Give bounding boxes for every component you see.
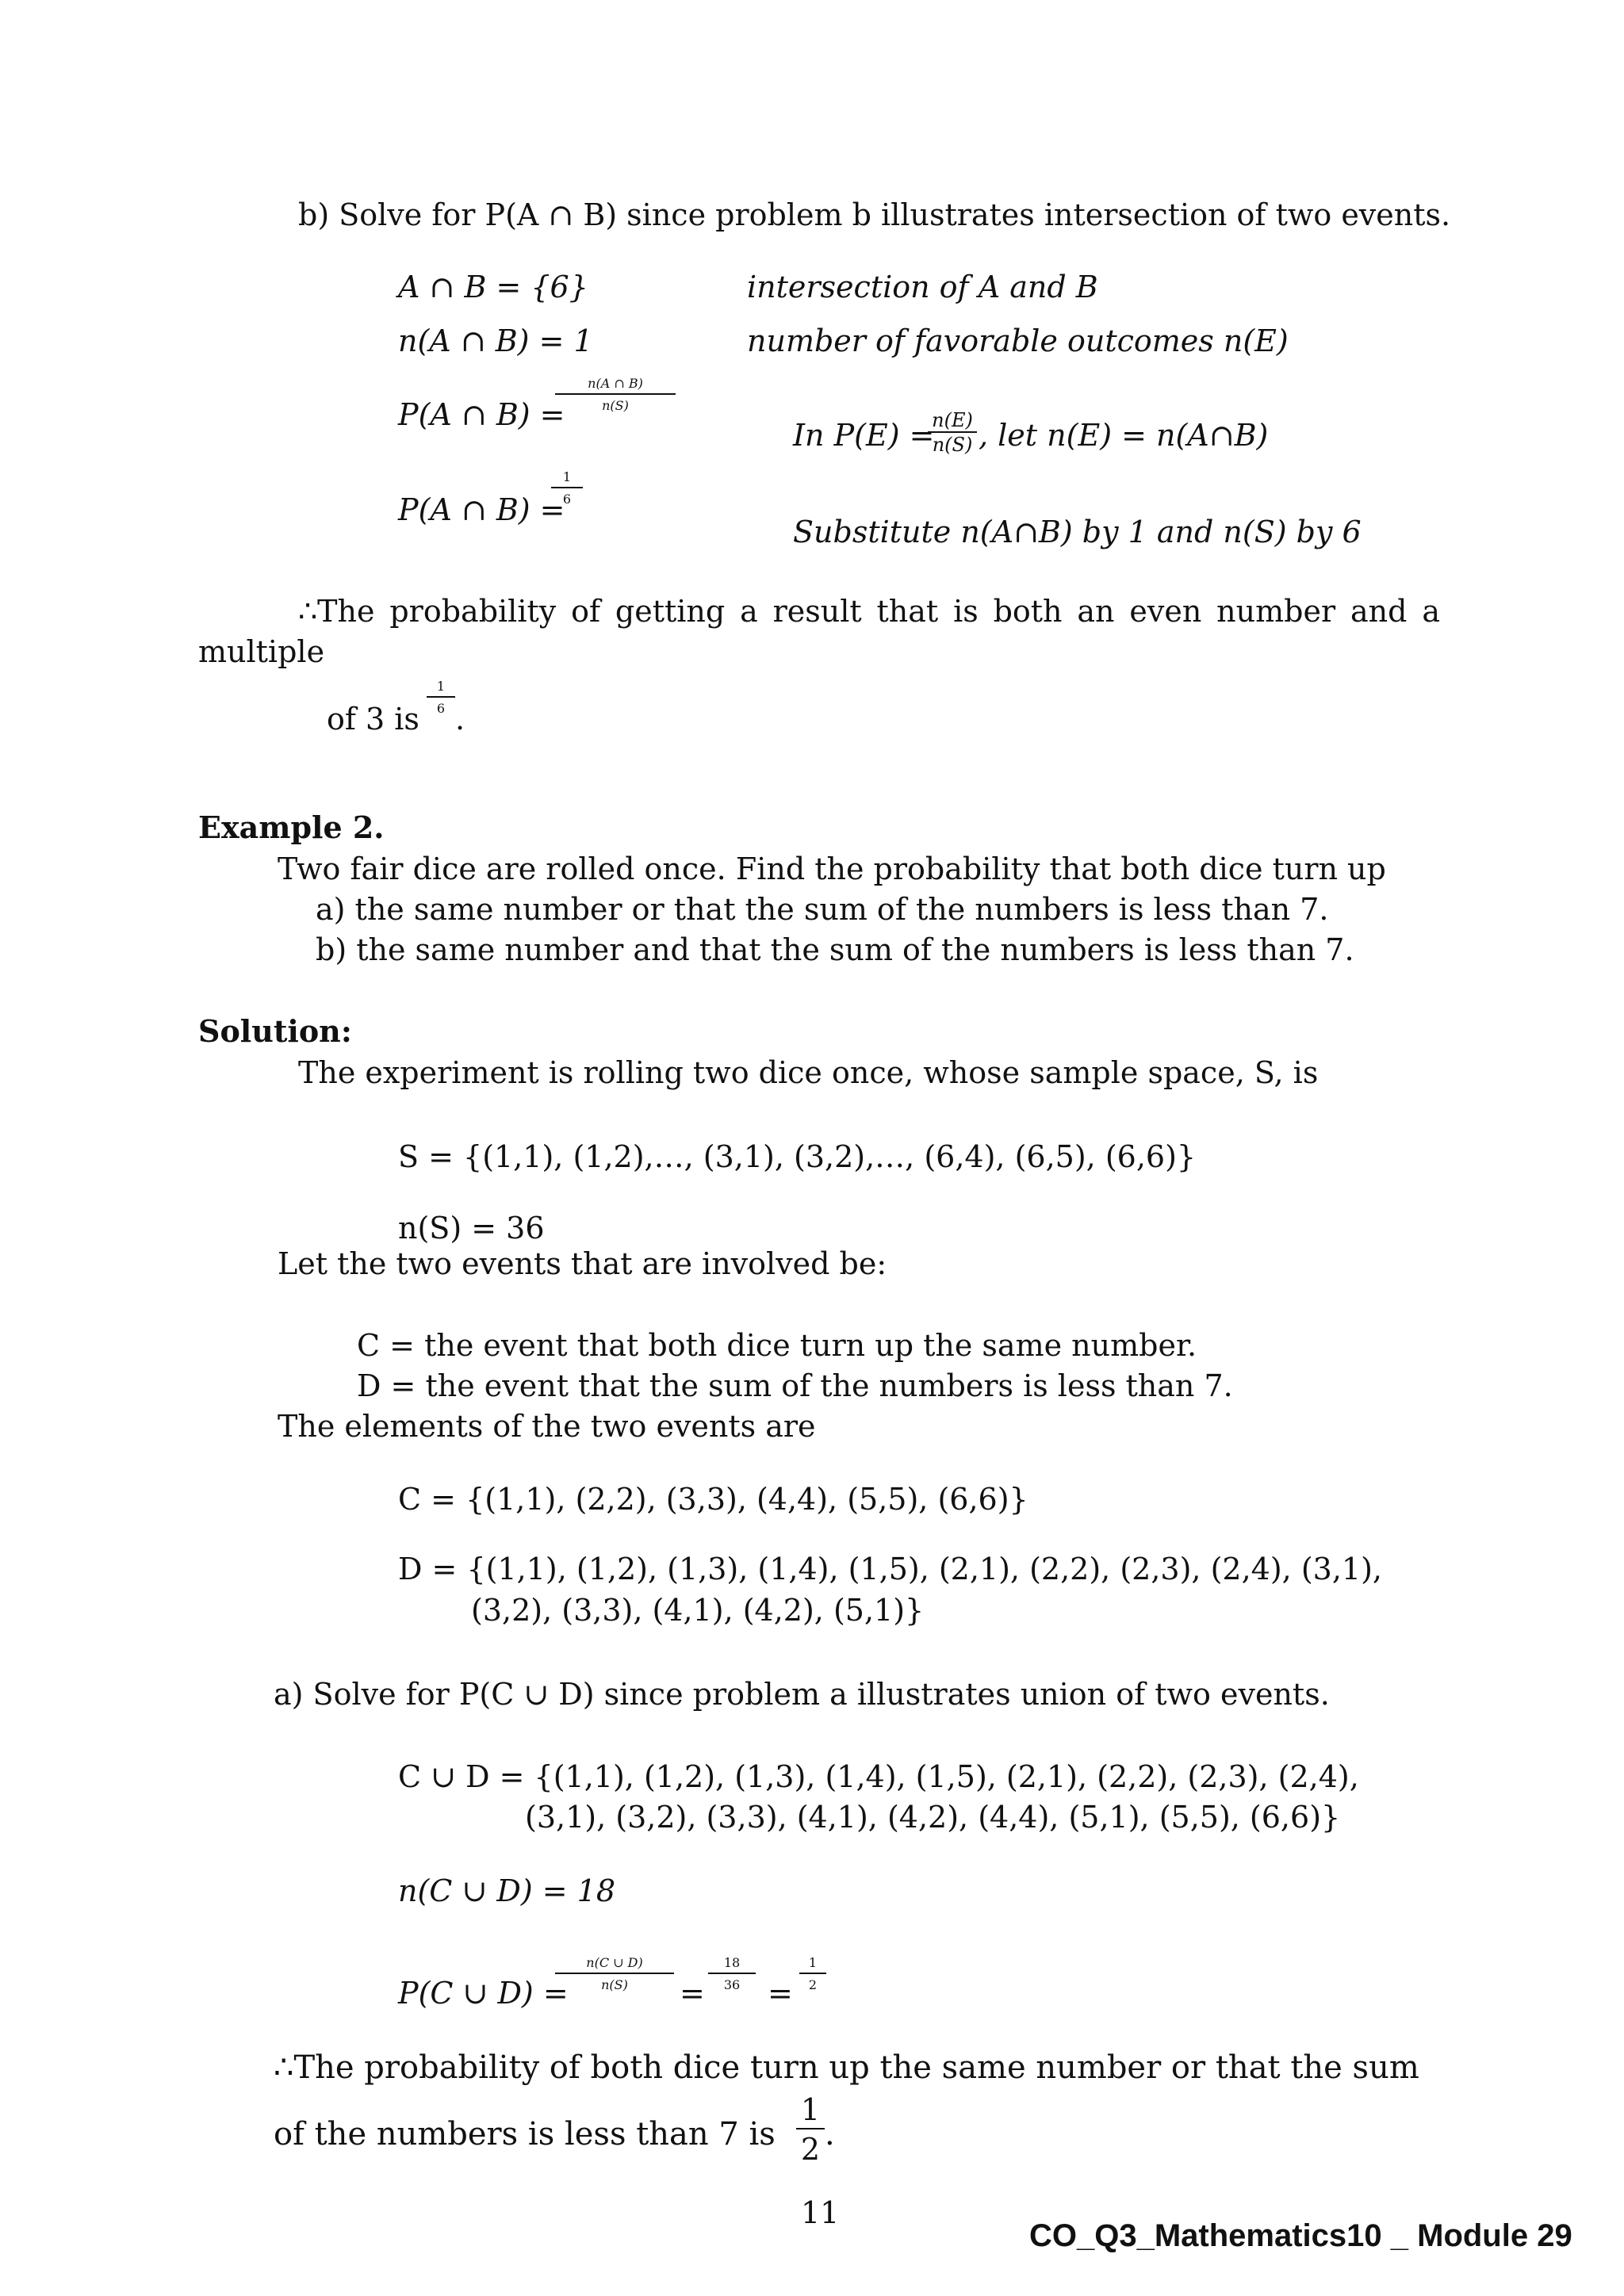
union-set-line2: (3,1), (3,2), (3,3), (4,1), (4,2), (4,4), (5,1), (5,5), (6,6)} bbox=[525, 1800, 1341, 1835]
part-b-conclusion-line2: multiple bbox=[198, 634, 325, 669]
union-count: n(C ∪ D) = 18 bbox=[398, 1873, 616, 1908]
event-c-definition: C = the event that both dice turn up the same number. bbox=[357, 1328, 1197, 1363]
fraction-conclusion-b bbox=[427, 680, 455, 715]
part-b-conclusion-period: . bbox=[455, 702, 465, 737]
fraction-one-sixth bbox=[551, 471, 583, 506]
part-b-conclusion-line1: ∴The probability of getting a result that is both an even number and a bbox=[298, 594, 1440, 629]
example-2-title: Example 2. bbox=[198, 809, 385, 845]
part-b-conclusion-line3: of 3 is bbox=[327, 702, 419, 737]
fraction-numerator: n(C ∪ D) bbox=[586, 1955, 643, 1970]
fraction-numerator: 1 bbox=[562, 469, 572, 484]
row3-right-suffix: , let n(E) = n(A∩B) bbox=[979, 418, 1269, 453]
union-set-line1: C ∪ D = {(1,1), (1,2), (1,3), (1,4), (1,5), (2,1), (2,2), (2,3), (2,4), bbox=[398, 1759, 1359, 1794]
fraction-numerator: n(A ∩ B) bbox=[588, 376, 643, 391]
example-2-item-b: b) the same number and that the sum of the numbers is less than 7. bbox=[316, 932, 1354, 967]
row3-left: P(A ∩ B) = bbox=[398, 397, 565, 432]
row2-right: number of favorable outcomes n(E) bbox=[747, 323, 1289, 358]
elements-intro: The elements of the two events are bbox=[278, 1409, 816, 1444]
solution-intro: The experiment is rolling two dice once, whose sample space, S, is bbox=[298, 1055, 1319, 1090]
fraction-bar bbox=[555, 393, 676, 395]
fraction-bar bbox=[555, 1973, 674, 1974]
page-number: 11 bbox=[801, 2195, 840, 2230]
fraction-denominator: 36 bbox=[723, 1977, 741, 1992]
fraction-denominator: 2 bbox=[800, 2132, 821, 2167]
fraction-18-over-36 bbox=[708, 1957, 756, 1992]
fraction-ne-over-ns bbox=[928, 411, 977, 454]
row4-left: P(A ∩ B) = bbox=[398, 492, 565, 527]
fraction-denominator: n(S) bbox=[601, 1977, 628, 1992]
example-2-item-a: a) the same number or that the sum of the numbers is less than 7. bbox=[316, 892, 1329, 927]
fraction-bar bbox=[427, 696, 455, 698]
fraction-numerator: n(E) bbox=[932, 409, 973, 431]
fraction-numerator: 1 bbox=[808, 1955, 818, 1970]
module-code: CO_Q3_Mathematics10 _ Module 29 bbox=[1029, 2218, 1572, 2253]
fraction-denominator: 6 bbox=[562, 492, 572, 507]
sample-space-count: n(S) = 36 bbox=[398, 1211, 545, 1246]
part-a-conclusion-period: . bbox=[825, 2116, 835, 2152]
equals-sign-1: = bbox=[680, 1976, 705, 2011]
let-events-text: Let the two events that are involved be: bbox=[278, 1246, 887, 1281]
set-d-line1: D = {(1,1), (1,2), (1,3), (1,4), (1,5), (2,1), (2,2), (2,3), (2,4), (3,1), bbox=[398, 1552, 1382, 1586]
fraction-bar bbox=[551, 487, 583, 488]
example-2-statement: Two fair dice are rolled once. Find the probability that both dice turn up bbox=[278, 851, 1386, 886]
row1-left: A ∩ B = {6} bbox=[398, 270, 588, 304]
fraction-bar bbox=[796, 2128, 825, 2130]
fraction-numerator: 18 bbox=[723, 1955, 741, 1970]
set-d-line2: (3,2), (3,3), (4,1), (4,2), (5,1)} bbox=[471, 1593, 925, 1628]
row4-right: Substitute n(A∩B) by 1 and n(S) by 6 bbox=[793, 515, 1362, 549]
part-b-heading: b) Solve for P(A ∩ B) since problem b illustrates intersection of two events. bbox=[298, 197, 1451, 232]
fraction-conclusion-a bbox=[796, 2092, 825, 2167]
fraction-bar bbox=[928, 431, 977, 433]
fraction-bar bbox=[708, 1973, 756, 1974]
fraction-denominator: n(S) bbox=[602, 398, 629, 413]
row3-right-prefix: In P(E) = bbox=[793, 418, 935, 453]
fraction-denominator: 2 bbox=[808, 1977, 818, 1992]
part-a-heading: a) Solve for P(C ∪ D) since problem a illustrates union of two events. bbox=[274, 1677, 1330, 1712]
fraction-n-cud-over-ns bbox=[555, 1957, 674, 1992]
fraction-bar bbox=[799, 1973, 826, 1974]
fraction-one-half bbox=[799, 1957, 826, 1992]
equals-sign-2: = bbox=[768, 1976, 793, 2011]
row1-right: intersection of A and B bbox=[747, 270, 1098, 304]
fraction-denominator: n(S) bbox=[932, 434, 973, 456]
fraction-numerator: 1 bbox=[436, 679, 446, 694]
part-a-conclusion-line2: of the numbers is less than 7 is bbox=[274, 2116, 776, 2152]
fraction-denominator: 6 bbox=[436, 701, 446, 716]
set-c: C = {(1,1), (2,2), (3,3), (4,4), (5,5), (6,6)} bbox=[398, 1482, 1028, 1517]
p-union-left: P(C ∪ D) = bbox=[398, 1976, 569, 2011]
fraction-numerator: 1 bbox=[800, 2092, 821, 2127]
sample-space-set: S = {(1,1), (1,2),…, (3,1), (3,2),…, (6,4), (6,5), (6,6)} bbox=[398, 1139, 1197, 1174]
fraction-n-aib-over-ns bbox=[555, 377, 676, 412]
row2-left: n(A ∩ B) = 1 bbox=[398, 323, 593, 358]
part-a-conclusion-line1: ∴The probability of both dice turn up the same number or that the sum bbox=[274, 2049, 1419, 2086]
solution-title: Solution: bbox=[198, 1013, 352, 1049]
event-d-definition: D = the event that the sum of the numbers is less than 7. bbox=[357, 1368, 1233, 1403]
